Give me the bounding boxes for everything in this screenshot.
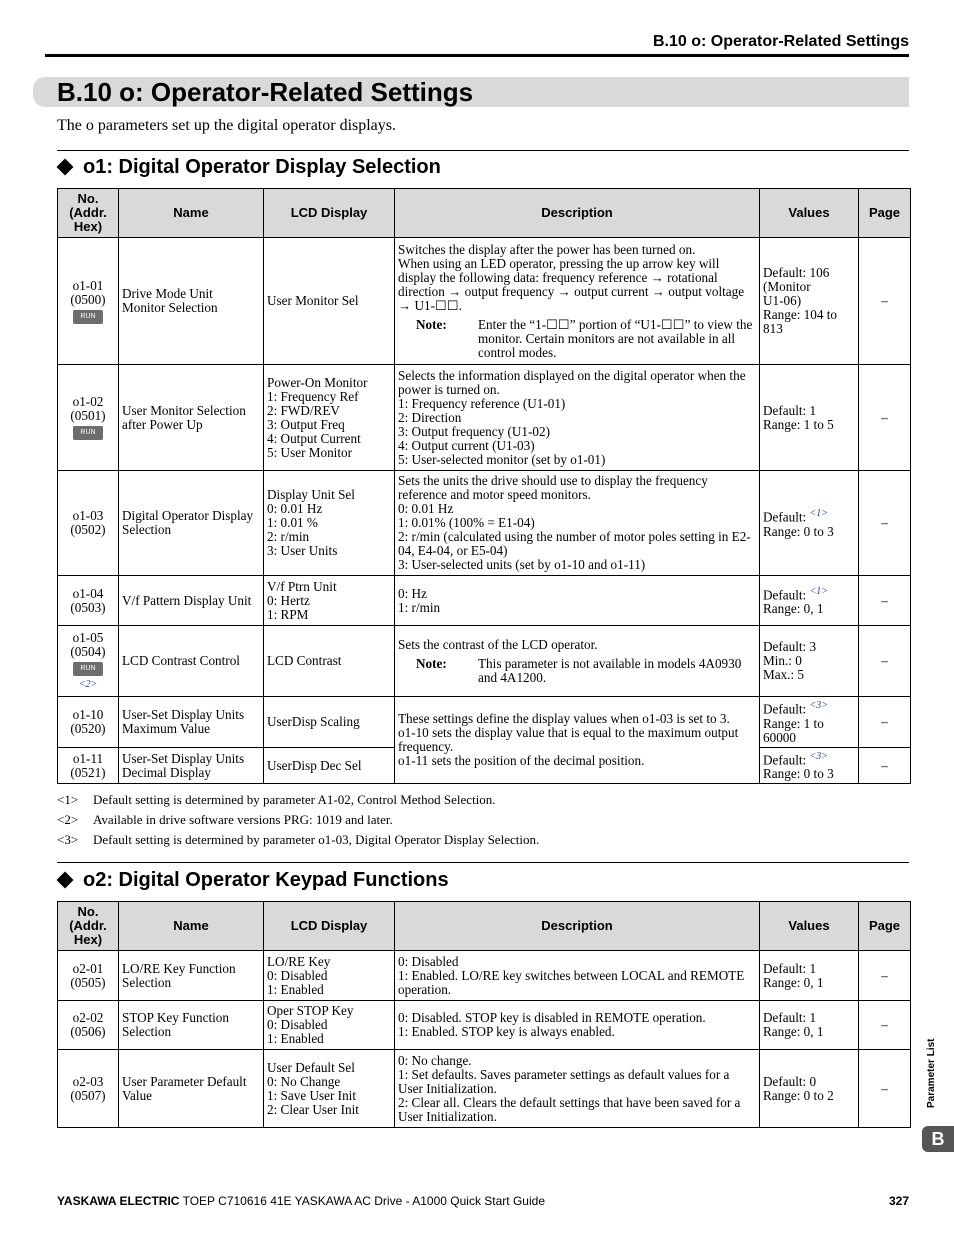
header-description: Description — [395, 189, 760, 238]
values-cell — [760, 697, 859, 748]
header-no: No. (Addr. Hex) — [58, 902, 119, 951]
side-tab-label: Parameter List — [926, 1038, 937, 1108]
header-rule — [45, 54, 909, 57]
values: Default: 1 Range: 1 to 5 — [760, 365, 859, 471]
footnote — [57, 792, 496, 808]
values: Default: 1 Range: 0, 1 — [760, 1001, 859, 1050]
param-name: LCD Contrast Control — [119, 626, 264, 697]
footnote — [57, 832, 539, 848]
section-intro: The o parameters set up the digital operator displays. — [57, 117, 397, 134]
header-values: Values — [760, 189, 859, 238]
description: 0: Disabled 1: Enabled. LO/RE key switches between LOCAL and REMOTE operation. — [395, 951, 760, 1001]
diamond-bullet-icon — [57, 871, 74, 888]
table-row — [58, 1050, 911, 1128]
lcd-display: UserDisp Dec Sel — [264, 748, 395, 784]
values-default: Default: — [763, 701, 807, 717]
footnote-mark: <3> — [57, 832, 79, 847]
values-range: Range: 1 to 60000 — [763, 715, 824, 745]
footnote-ref[interactable]: <1> — [809, 508, 829, 520]
lcd-display: LO/RE Key 0: Disabled 1: Enabled — [264, 951, 395, 1001]
page-ref: – — [859, 365, 911, 471]
table-row — [58, 626, 911, 697]
footer-brand: YASKAWA ELECTRIC — [57, 1194, 180, 1208]
header-name: Name — [119, 902, 264, 951]
table-row — [58, 471, 911, 576]
page-ref: – — [859, 576, 911, 626]
header-page: Page — [859, 902, 911, 951]
run-icon: RUN — [73, 426, 103, 440]
lcd-display: LCD Contrast — [264, 626, 395, 697]
footnote-ref[interactable]: <1> — [809, 585, 829, 597]
values-default: Default: — [763, 509, 807, 525]
param-no-cell — [58, 626, 119, 697]
section-title: B.10 o: Operator-Related Settings — [57, 77, 474, 107]
lcd-display: Display Unit Sel 0: 0.01 Hz 1: 0.01 % 2: r/min 3: User Units — [264, 471, 395, 576]
param-no: o2-03 (0507) — [58, 1050, 119, 1128]
note-label: Note: — [416, 655, 447, 671]
header-page: Page — [859, 189, 911, 238]
table-row — [58, 365, 911, 471]
values-cell — [760, 576, 859, 626]
footnote-mark: <2> — [57, 812, 79, 827]
header-lcd-display: LCD Display — [264, 902, 395, 951]
o1-heading — [57, 155, 441, 179]
values: Default: 0 Range: 0 to 2 — [760, 1050, 859, 1128]
lcd-display: Oper STOP Key 0: Disabled 1: Enabled — [264, 1001, 395, 1050]
note — [416, 657, 756, 685]
o2-heading-text: o2: Digital Operator Keypad Functions — [83, 869, 449, 891]
page-ref: – — [859, 748, 911, 784]
footnote-mark: <1> — [57, 792, 79, 807]
page-footer — [57, 1194, 909, 1208]
description: Sets the units the drive should use to display the frequency reference and motor speed monitors. 0: 0.01 Hz 1: 0.01% (100% = E1-04) 2: r/min (calculated using the number of motor poles setting in E2-04, E4-04, or E5-04) 3: User-selected units (set by o1-10 and o1-11) — [395, 471, 760, 576]
lcd-display: User Monitor Sel — [264, 238, 395, 365]
param-name: V/f Pattern Display Unit — [119, 576, 264, 626]
page-ref: – — [859, 626, 911, 697]
page-ref: – — [859, 951, 911, 1001]
values-default: Default: — [763, 587, 807, 603]
o2-heading — [57, 868, 449, 892]
description: Selects the information displayed on the digital operator when the power is turned on. 1: Frequency reference (U1-01) 2: Direction 3: Output frequency (U1-02) 4: Output current (U1-03) 5: User-selected monitor (set by o1-01) — [395, 365, 760, 471]
note-text: Enter the “1-☐☐” portion of “U1-☐☐” to view the monitor. Certain monitors are not available in all control modes. — [478, 316, 753, 360]
param-no: o1-01 (0500) — [70, 277, 106, 307]
param-no: o1-11 (0521) — [58, 748, 119, 784]
description: Switches the display after the power has been turned on. When using an LED operator, pressing the up arrow key will display the following data: frequency reference → rotational direction → output frequency → output current → output voltage → U1-☐☐. — [398, 241, 745, 313]
page-ref: – — [859, 471, 911, 576]
section-title-bar — [45, 77, 909, 107]
param-no: o1-03 (0502) — [58, 471, 119, 576]
param-name: User Parameter Default Value — [119, 1050, 264, 1128]
table-row — [58, 697, 911, 748]
footer-doc-title: TOEP C710616 41E YASKAWA AC Drive - A1000 Quick Start Guide — [179, 1194, 545, 1208]
param-no: o1-02 (0501) — [70, 394, 106, 423]
o1-parameter-table — [57, 188, 911, 784]
footnote-text: Default setting is determined by parameter o1-03, Digital Operator Display Selection. — [93, 832, 540, 847]
side-tab-letter[interactable]: B — [922, 1126, 954, 1152]
table-row — [58, 951, 911, 1001]
param-name: STOP Key Function Selection — [119, 1001, 264, 1050]
description: 0: No change. 1: Set defaults. Saves parameter settings as default values for a User Initialization. 2: Clear all. Clears the default settings that have been saved for a User Initialization. — [395, 1050, 760, 1128]
description: 0: Disabled. STOP key is disabled in REMOTE operation. 1: Enabled. STOP key is always enabled. — [395, 1001, 760, 1050]
note-text: This parameter is not available in models 4A0930 and 4A1200. — [478, 655, 742, 685]
values-default: Default: — [763, 752, 807, 768]
values-range: Range: 0 to 3 — [763, 766, 834, 782]
o1-heading-rule — [57, 150, 909, 151]
section-bar-cap — [33, 77, 57, 107]
footer-doc — [57, 1194, 545, 1208]
footnote-text: Available in drive software versions PRG: 1019 and later. — [93, 812, 393, 827]
values-cell — [760, 748, 859, 784]
param-no: o2-02 (0506) — [58, 1001, 119, 1050]
header-description: Description — [395, 902, 760, 951]
header-no: No. (Addr. Hex) — [58, 189, 119, 238]
o2-heading-rule — [57, 862, 909, 863]
page-ref: – — [859, 238, 911, 365]
note — [416, 318, 756, 360]
param-name: User-Set Display Units Decimal Display — [119, 748, 264, 784]
param-name: Digital Operator Display Selection — [119, 471, 264, 576]
table-row — [58, 238, 911, 365]
footnote — [57, 812, 393, 828]
header-lcd-display: LCD Display — [264, 189, 395, 238]
lcd-display: Power-On Monitor 1: Frequency Ref 2: FWD/REV 3: Output Freq 4: Output Current 5: User Monitor — [264, 365, 395, 471]
note-label: Note: — [416, 316, 447, 332]
run-icon: RUN — [73, 310, 103, 324]
footnote-text: Default setting is determined by parameter A1-02, Control Method Selection. — [93, 792, 496, 807]
param-no-cell — [58, 238, 119, 365]
description: Sets the contrast of the LCD operator. — [398, 636, 598, 652]
page-ref: – — [859, 697, 911, 748]
description: These settings define the display values when o1-03 is set to 3. o1-10 sets the display value that is equal to the maximum output frequency. o1-11 sets the position of the decimal position. — [395, 697, 760, 784]
values-cell — [760, 471, 859, 576]
lcd-display: User Default Sel 0: No Change 1: Save User Init 2: Clear User Init — [264, 1050, 395, 1128]
values: Default: 106 (Monitor U1-06) Range: 104 to 813 — [760, 238, 859, 365]
lcd-display: V/f Ptrn Unit 0: Hertz 1: RPM — [264, 576, 395, 626]
footnote-ref[interactable]: <2> — [78, 678, 98, 690]
lcd-display: UserDisp Scaling — [264, 697, 395, 748]
values-range: Range: 0, 1 — [763, 601, 824, 617]
footnote-ref[interactable]: <3> — [809, 750, 829, 762]
header-name: Name — [119, 189, 264, 238]
o1-heading-text: o1: Digital Operator Display Selection — [83, 156, 441, 178]
param-name: User Monitor Selection after Power Up — [119, 365, 264, 471]
description-cell — [395, 626, 760, 697]
table-row — [58, 1001, 911, 1050]
param-no: o1-10 (0520) — [58, 697, 119, 748]
description-cell — [395, 238, 760, 365]
footnote-ref[interactable]: <3> — [809, 700, 829, 712]
param-no: o1-05 (0504) — [70, 629, 106, 659]
run-icon: RUN — [73, 662, 103, 676]
table-header-row — [58, 902, 911, 951]
o2-parameter-table — [57, 901, 911, 1128]
table-header-row — [58, 189, 911, 238]
param-no-cell — [58, 365, 119, 471]
page-number: 327 — [888, 1194, 909, 1208]
description: 0: Hz 1: r/min — [395, 576, 760, 626]
running-header: B.10 o: Operator-Related Settings — [652, 33, 909, 50]
param-no: o1-04 (0503) — [58, 576, 119, 626]
param-name: User-Set Display Units Maximum Value — [119, 697, 264, 748]
values: Default: 1 Range: 0, 1 — [760, 951, 859, 1001]
header-values: Values — [760, 902, 859, 951]
diamond-bullet-icon — [57, 158, 74, 175]
values: Default: 3 Min.: 0 Max.: 5 — [760, 626, 859, 697]
page-ref: – — [859, 1050, 911, 1128]
param-name: LO/RE Key Function Selection — [119, 951, 264, 1001]
param-no: o2-01 (0505) — [58, 951, 119, 1001]
param-name: Drive Mode Unit Monitor Selection — [119, 238, 264, 365]
values-range: Range: 0 to 3 — [763, 523, 834, 539]
page-ref: – — [859, 1001, 911, 1050]
table-row — [58, 576, 911, 626]
